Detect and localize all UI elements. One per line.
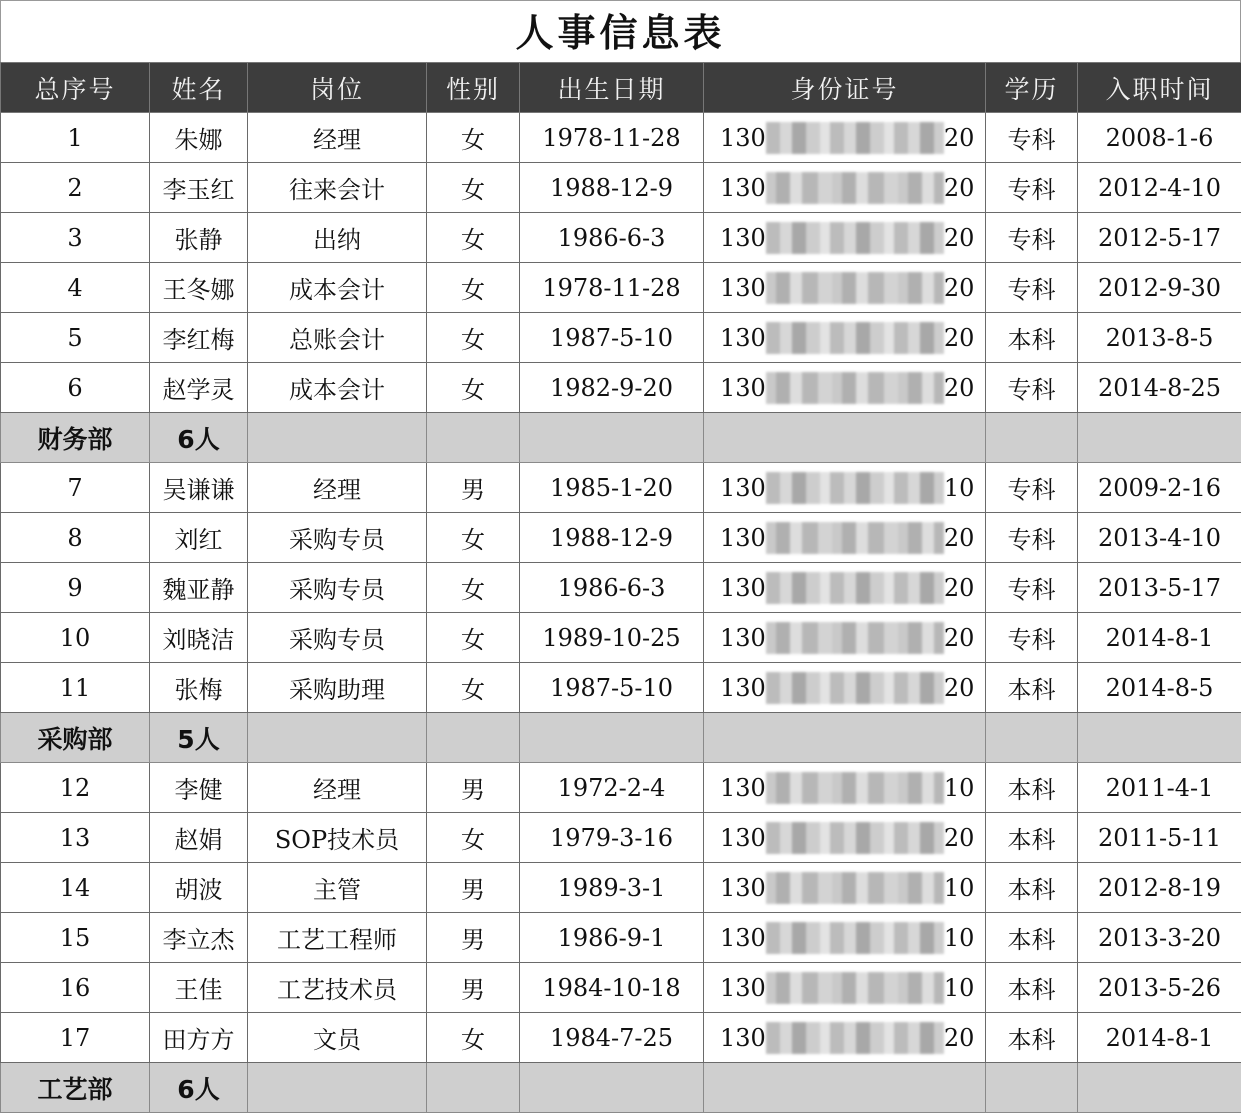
header-hire-date[interactable]: 入职时间 xyxy=(1078,63,1241,113)
id-prefix: 130 xyxy=(720,273,766,302)
department-summary-row xyxy=(1,1063,1241,1113)
cell-education[interactable]: 专科 xyxy=(986,613,1078,663)
cell-gender[interactable]: 男 xyxy=(427,863,520,913)
summary-empty-cell[interactable] xyxy=(986,1063,1078,1113)
cell-id-number[interactable] xyxy=(704,1013,986,1063)
summary-empty-cell[interactable] xyxy=(704,1063,986,1113)
cell-position[interactable]: 经理 xyxy=(248,113,427,163)
id-suffix: 20 xyxy=(943,173,975,202)
cell-id-number[interactable] xyxy=(704,613,986,663)
id-suffix: 20 xyxy=(943,373,975,402)
id-redaction-mosaic xyxy=(766,222,944,254)
header-serial-no[interactable]: 总序号 xyxy=(1,63,150,113)
id-redaction-mosaic xyxy=(766,572,944,604)
cell-gender[interactable]: 女 xyxy=(427,213,520,263)
id-suffix: 20 xyxy=(943,823,975,852)
cell-hire-date[interactable]: 2009-2-16 xyxy=(1078,463,1241,513)
cell-name[interactable]: 赵娟 xyxy=(150,813,248,863)
cell-position[interactable]: 成本会计 xyxy=(248,363,427,413)
cell-name[interactable]: 胡波 xyxy=(150,863,248,913)
header-education[interactable]: 学历 xyxy=(986,63,1078,113)
id-suffix: 10 xyxy=(943,473,975,502)
id-redaction-mosaic xyxy=(766,522,944,554)
cell-birth-date[interactable]: 1986-9-1 xyxy=(520,913,704,963)
summary-empty-cell[interactable] xyxy=(427,413,520,463)
cell-id-number[interactable] xyxy=(704,163,986,213)
cell-serial-no[interactable]: 13 xyxy=(1,813,150,863)
id-suffix: 10 xyxy=(943,923,975,952)
cell-name[interactable]: 李立杰 xyxy=(150,913,248,963)
cell-education[interactable]: 专科 xyxy=(986,113,1078,163)
table-body xyxy=(1,113,1241,1113)
cell-position[interactable]: 文员 xyxy=(248,1013,427,1063)
cell-birth-date[interactable]: 1989-3-1 xyxy=(520,863,704,913)
cell-name[interactable]: 李红梅 xyxy=(150,313,248,363)
cell-education[interactable]: 专科 xyxy=(986,263,1078,313)
cell-education[interactable]: 专科 xyxy=(986,363,1078,413)
summary-empty-cell[interactable] xyxy=(248,713,427,763)
cell-serial-no[interactable]: 17 xyxy=(1,1013,150,1063)
id-suffix: 20 xyxy=(943,323,975,352)
summary-empty-cell[interactable] xyxy=(986,713,1078,763)
cell-serial-no[interactable]: 10 xyxy=(1,613,150,663)
summary-department[interactable]: 采购部 xyxy=(1,713,150,763)
cell-position[interactable]: 出纳 xyxy=(248,213,427,263)
cell-hire-date[interactable]: 2011-4-1 xyxy=(1078,763,1241,813)
id-redaction-mosaic xyxy=(766,922,944,954)
table-row xyxy=(1,913,1241,963)
summary-empty-cell[interactable] xyxy=(986,413,1078,463)
cell-id-number[interactable] xyxy=(704,963,986,1013)
cell-education[interactable]: 本科 xyxy=(986,813,1078,863)
summary-empty-cell[interactable] xyxy=(1078,1063,1241,1113)
cell-position[interactable]: SOP技术员 xyxy=(248,813,427,863)
summary-empty-cell[interactable] xyxy=(520,413,704,463)
cell-gender[interactable]: 女 xyxy=(427,113,520,163)
cell-birth-date[interactable]: 1978-11-28 xyxy=(520,263,704,313)
id-redaction-mosaic xyxy=(766,622,944,654)
table-row xyxy=(1,313,1241,363)
cell-gender[interactable]: 女 xyxy=(427,363,520,413)
table-row xyxy=(1,363,1241,413)
cell-gender[interactable]: 男 xyxy=(427,913,520,963)
id-redaction-mosaic xyxy=(766,322,944,354)
table-row xyxy=(1,863,1241,913)
header-gender[interactable]: 性别 xyxy=(427,63,520,113)
cell-hire-date[interactable]: 2013-8-5 xyxy=(1078,313,1241,363)
cell-position[interactable]: 采购专员 xyxy=(248,563,427,613)
cell-position[interactable]: 采购助理 xyxy=(248,663,427,713)
header-position[interactable]: 岗位 xyxy=(248,63,427,113)
summary-empty-cell[interactable] xyxy=(704,413,986,463)
cell-name[interactable]: 张梅 xyxy=(150,663,248,713)
cell-id-number[interactable] xyxy=(704,763,986,813)
cell-id-number[interactable] xyxy=(704,563,986,613)
cell-serial-no[interactable]: 8 xyxy=(1,513,150,563)
cell-birth-date[interactable]: 1989-10-25 xyxy=(520,613,704,663)
id-suffix: 20 xyxy=(943,623,975,652)
summary-department[interactable]: 财务部 xyxy=(1,413,150,463)
cell-serial-no[interactable]: 11 xyxy=(1,663,150,713)
cell-hire-date[interactable]: 2012-8-19 xyxy=(1078,863,1241,913)
cell-education[interactable]: 专科 xyxy=(986,513,1078,563)
id-prefix: 130 xyxy=(720,823,766,852)
cell-gender[interactable]: 男 xyxy=(427,963,520,1013)
cell-id-number[interactable] xyxy=(704,463,986,513)
cell-serial-no[interactable]: 3 xyxy=(1,213,150,263)
id-suffix: 10 xyxy=(943,873,975,902)
cell-gender[interactable]: 女 xyxy=(427,613,520,663)
cell-education[interactable]: 本科 xyxy=(986,313,1078,363)
id-redaction-mosaic xyxy=(766,672,944,704)
summary-empty-cell[interactable] xyxy=(248,1063,427,1113)
header-row xyxy=(1,63,1241,113)
cell-name[interactable]: 田方方 xyxy=(150,1013,248,1063)
cell-serial-no[interactable]: 4 xyxy=(1,263,150,313)
cell-hire-date[interactable]: 2014-8-25 xyxy=(1078,363,1241,413)
cell-position[interactable]: 采购专员 xyxy=(248,613,427,663)
table-row xyxy=(1,513,1241,563)
id-prefix: 130 xyxy=(720,873,766,902)
cell-birth-date[interactable]: 1985-1-20 xyxy=(520,463,704,513)
table-row xyxy=(1,463,1241,513)
cell-education[interactable]: 专科 xyxy=(986,463,1078,513)
header-birth-date[interactable]: 出生日期 xyxy=(520,63,704,113)
id-suffix: 20 xyxy=(943,573,975,602)
cell-position[interactable]: 工艺工程师 xyxy=(248,913,427,963)
cell-hire-date[interactable]: 2012-5-17 xyxy=(1078,213,1241,263)
cell-name[interactable]: 刘晓洁 xyxy=(150,613,248,663)
cell-birth-date[interactable]: 1986-6-3 xyxy=(520,213,704,263)
cell-birth-date[interactable]: 1984-10-18 xyxy=(520,963,704,1013)
header-name[interactable]: 姓名 xyxy=(150,63,248,113)
id-prefix: 130 xyxy=(720,773,766,802)
table-row xyxy=(1,113,1241,163)
id-prefix: 130 xyxy=(720,573,766,602)
id-redaction-mosaic xyxy=(766,972,944,1004)
id-prefix: 130 xyxy=(720,1023,766,1052)
cell-gender[interactable]: 女 xyxy=(427,1013,520,1063)
summary-empty-cell[interactable] xyxy=(520,713,704,763)
cell-position[interactable]: 经理 xyxy=(248,763,427,813)
table-row xyxy=(1,813,1241,863)
id-suffix: 20 xyxy=(943,123,975,152)
personnel-table xyxy=(0,62,1241,1113)
cell-hire-date[interactable]: 2012-4-10 xyxy=(1078,163,1241,213)
cell-hire-date[interactable]: 2014-8-5 xyxy=(1078,663,1241,713)
cell-name[interactable]: 朱娜 xyxy=(150,113,248,163)
cell-birth-date[interactable]: 1984-7-25 xyxy=(520,1013,704,1063)
id-redaction-mosaic xyxy=(766,822,944,854)
cell-gender[interactable]: 女 xyxy=(427,563,520,613)
table-row xyxy=(1,1013,1241,1063)
sheet-title: 人事信息表 xyxy=(0,0,1241,62)
cell-gender[interactable]: 女 xyxy=(427,513,520,563)
cell-hire-date[interactable]: 2008-1-6 xyxy=(1078,113,1241,163)
cell-position[interactable]: 工艺技术员 xyxy=(248,963,427,1013)
department-summary-row xyxy=(1,413,1241,463)
cell-serial-no[interactable]: 6 xyxy=(1,363,150,413)
table-row xyxy=(1,963,1241,1013)
summary-headcount[interactable]: 6人 xyxy=(150,413,248,463)
id-redaction-mosaic xyxy=(766,272,944,304)
summary-empty-cell[interactable] xyxy=(1078,713,1241,763)
id-suffix: 20 xyxy=(943,223,975,252)
cell-education[interactable]: 本科 xyxy=(986,963,1078,1013)
cell-position[interactable]: 采购专员 xyxy=(248,513,427,563)
cell-gender[interactable]: 女 xyxy=(427,263,520,313)
id-redaction-mosaic xyxy=(766,172,944,204)
cell-hire-date[interactable]: 2013-5-17 xyxy=(1078,563,1241,613)
cell-hire-date[interactable]: 2012-9-30 xyxy=(1078,263,1241,313)
cell-position[interactable]: 总账会计 xyxy=(248,313,427,363)
cell-name[interactable]: 刘红 xyxy=(150,513,248,563)
id-suffix: 20 xyxy=(943,1023,975,1052)
cell-id-number[interactable] xyxy=(704,263,986,313)
cell-birth-date[interactable]: 1988-12-9 xyxy=(520,163,704,213)
id-prefix: 130 xyxy=(720,473,766,502)
cell-id-number[interactable] xyxy=(704,813,986,863)
cell-birth-date[interactable]: 1987-5-10 xyxy=(520,663,704,713)
department-summary-row xyxy=(1,713,1241,763)
table-row xyxy=(1,163,1241,213)
cell-id-number[interactable] xyxy=(704,913,986,963)
id-suffix: 20 xyxy=(943,523,975,552)
cell-gender[interactable]: 男 xyxy=(427,763,520,813)
cell-birth-date[interactable]: 1986-6-3 xyxy=(520,563,704,613)
cell-id-number[interactable] xyxy=(704,213,986,263)
cell-position[interactable]: 主管 xyxy=(248,863,427,913)
id-prefix: 130 xyxy=(720,673,766,702)
cell-gender[interactable]: 女 xyxy=(427,663,520,713)
cell-id-number[interactable] xyxy=(704,363,986,413)
cell-id-number[interactable] xyxy=(704,663,986,713)
id-prefix: 130 xyxy=(720,123,766,152)
id-prefix: 130 xyxy=(720,373,766,402)
id-suffix: 20 xyxy=(943,273,975,302)
cell-education[interactable]: 本科 xyxy=(986,663,1078,713)
summary-empty-cell[interactable] xyxy=(520,1063,704,1113)
cell-position[interactable]: 往来会计 xyxy=(248,163,427,213)
cell-education[interactable]: 专科 xyxy=(986,213,1078,263)
cell-hire-date[interactable]: 2014-8-1 xyxy=(1078,1013,1241,1063)
cell-gender[interactable]: 女 xyxy=(427,313,520,363)
cell-education[interactable]: 专科 xyxy=(986,163,1078,213)
cell-name[interactable]: 王冬娜 xyxy=(150,263,248,313)
cell-hire-date[interactable]: 2013-5-26 xyxy=(1078,963,1241,1013)
cell-serial-no[interactable]: 12 xyxy=(1,763,150,813)
cell-education[interactable]: 专科 xyxy=(986,563,1078,613)
cell-serial-no[interactable]: 14 xyxy=(1,863,150,913)
table-row xyxy=(1,763,1241,813)
cell-gender[interactable]: 女 xyxy=(427,813,520,863)
summary-empty-cell[interactable] xyxy=(427,1063,520,1113)
id-prefix: 130 xyxy=(720,973,766,1002)
cell-birth-date[interactable]: 1982-9-20 xyxy=(520,363,704,413)
cell-serial-no[interactable]: 1 xyxy=(1,113,150,163)
cell-birth-date[interactable]: 1972-2-4 xyxy=(520,763,704,813)
cell-serial-no[interactable]: 5 xyxy=(1,313,150,363)
cell-education[interactable]: 本科 xyxy=(986,1013,1078,1063)
summary-empty-cell[interactable] xyxy=(248,413,427,463)
cell-id-number[interactable] xyxy=(704,863,986,913)
summary-headcount[interactable]: 6人 xyxy=(150,1063,248,1113)
cell-birth-date[interactable]: 1988-12-9 xyxy=(520,513,704,563)
cell-name[interactable]: 王佳 xyxy=(150,963,248,1013)
id-prefix: 130 xyxy=(720,923,766,952)
id-redaction-mosaic xyxy=(766,872,944,904)
cell-name[interactable]: 吴谦谦 xyxy=(150,463,248,513)
cell-hire-date[interactable]: 2013-4-10 xyxy=(1078,513,1241,563)
summary-empty-cell[interactable] xyxy=(1078,413,1241,463)
cell-name[interactable]: 李健 xyxy=(150,763,248,813)
cell-position[interactable]: 经理 xyxy=(248,463,427,513)
id-redaction-mosaic xyxy=(766,372,944,404)
cell-education[interactable]: 本科 xyxy=(986,913,1078,963)
cell-id-number[interactable] xyxy=(704,513,986,563)
cell-hire-date[interactable]: 2013-3-20 xyxy=(1078,913,1241,963)
id-redaction-mosaic xyxy=(766,122,944,154)
summary-department[interactable]: 工艺部 xyxy=(1,1063,150,1113)
cell-position[interactable]: 成本会计 xyxy=(248,263,427,313)
table-row xyxy=(1,613,1241,663)
cell-name[interactable]: 魏亚静 xyxy=(150,563,248,613)
id-suffix: 10 xyxy=(943,973,975,1002)
cell-id-number[interactable] xyxy=(704,113,986,163)
cell-serial-no[interactable]: 16 xyxy=(1,963,150,1013)
id-prefix: 130 xyxy=(720,323,766,352)
id-suffix: 10 xyxy=(943,773,975,802)
cell-education[interactable]: 本科 xyxy=(986,763,1078,813)
header-id-number[interactable]: 身份证号 xyxy=(704,63,986,113)
cell-name[interactable]: 李玉红 xyxy=(150,163,248,213)
cell-gender[interactable]: 女 xyxy=(427,163,520,213)
id-redaction-mosaic xyxy=(766,1022,944,1054)
cell-hire-date[interactable]: 2014-8-1 xyxy=(1078,613,1241,663)
id-redaction-mosaic xyxy=(766,772,944,804)
summary-empty-cell[interactable] xyxy=(704,713,986,763)
cell-hire-date[interactable]: 2011-5-11 xyxy=(1078,813,1241,863)
cell-id-number[interactable] xyxy=(704,313,986,363)
cell-birth-date[interactable]: 1978-11-28 xyxy=(520,113,704,163)
cell-name[interactable]: 张静 xyxy=(150,213,248,263)
cell-education[interactable]: 本科 xyxy=(986,863,1078,913)
id-prefix: 130 xyxy=(720,223,766,252)
cell-birth-date[interactable]: 1987-5-10 xyxy=(520,313,704,363)
id-suffix: 20 xyxy=(943,673,975,702)
summary-empty-cell[interactable] xyxy=(427,713,520,763)
id-prefix: 130 xyxy=(720,623,766,652)
cell-serial-no[interactable]: 15 xyxy=(1,913,150,963)
id-redaction-mosaic xyxy=(766,472,944,504)
cell-gender[interactable]: 男 xyxy=(427,463,520,513)
cell-birth-date[interactable]: 1979-3-16 xyxy=(520,813,704,863)
cell-serial-no[interactable]: 7 xyxy=(1,463,150,513)
id-prefix: 130 xyxy=(720,523,766,552)
cell-serial-no[interactable]: 2 xyxy=(1,163,150,213)
id-prefix: 130 xyxy=(720,173,766,202)
table-row xyxy=(1,663,1241,713)
cell-serial-no[interactable]: 9 xyxy=(1,563,150,613)
table-row xyxy=(1,213,1241,263)
table-row xyxy=(1,563,1241,613)
summary-headcount[interactable]: 5人 xyxy=(150,713,248,763)
cell-name[interactable]: 赵学灵 xyxy=(150,363,248,413)
table-row xyxy=(1,263,1241,313)
